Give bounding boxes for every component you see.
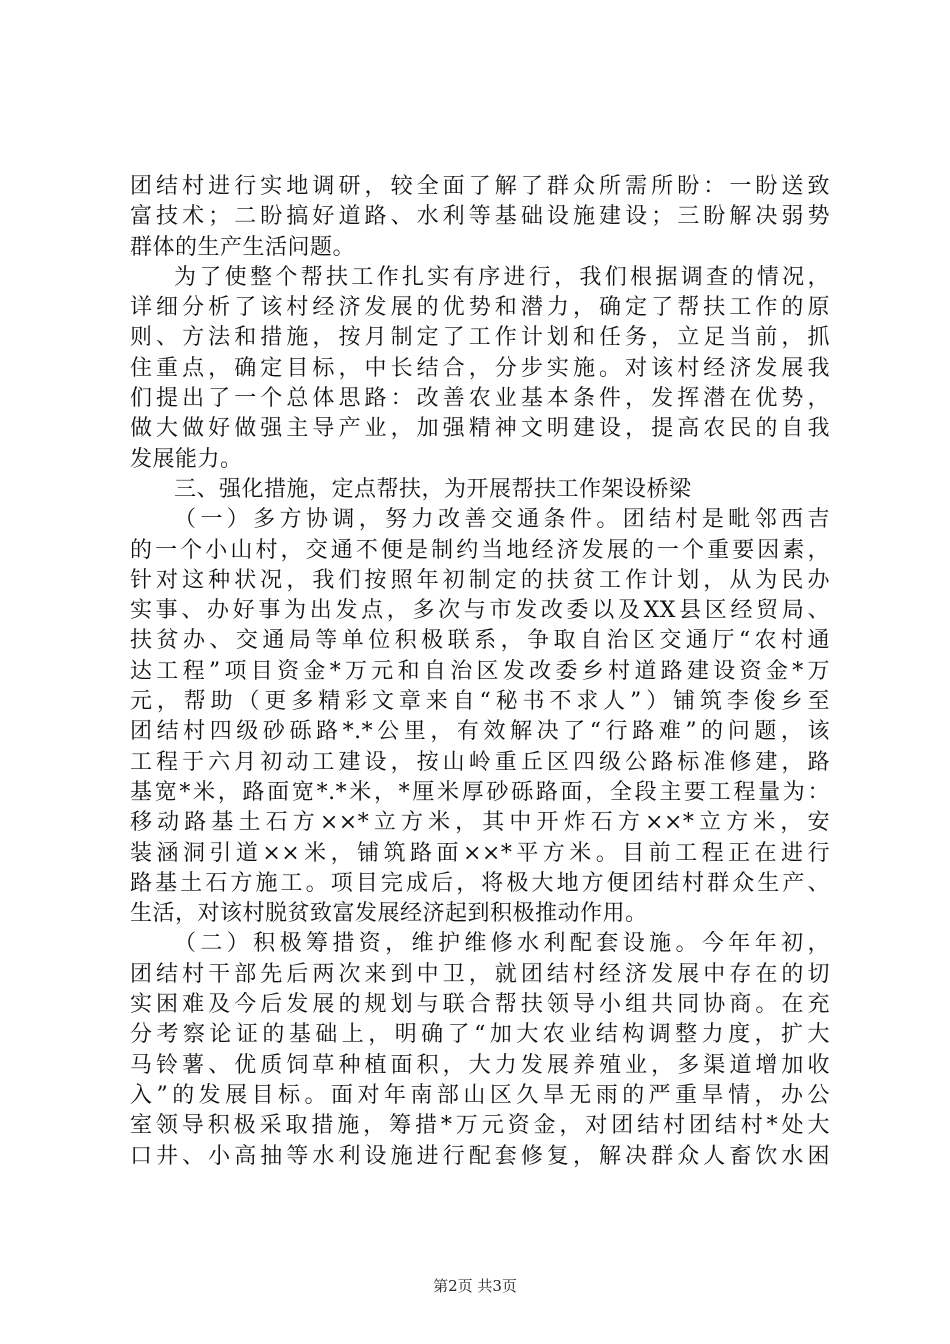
page-footer: 第2页 共3页: [433, 1277, 517, 1295]
text-line: 详细分析了该村经济发展的优势和潜力，确定了帮扶工作的原: [130, 295, 830, 321]
text-line: 生活，对该村脱贫致富发展经济起到积极推动作用。: [130, 901, 648, 927]
text-line: （一）多方协调，努力改善交通条件。团结村是毗邻西吉: [174, 507, 830, 533]
text-line: 针对这种状况，我们按照年初制定的扶贫工作计划，从为民办: [130, 567, 830, 593]
text-line: 实困难及今后发展的规划与联合帮扶领导小组共同协商。在充: [130, 992, 830, 1018]
text-line: 们提出了一个总体思路：改善农业基本条件，发挥潜在优势，: [130, 386, 830, 412]
text-line: 团结村四级砂砾路*.*公里，有效解决了“行路难”的问题，该: [130, 719, 830, 745]
text-line: 路基土石方施工。项目完成后，将极大地方便团结村群众生产、: [130, 870, 830, 896]
document-body: [130, 172, 830, 1172]
text-line: 口井、小高抽等水利设施进行配套修复，解决群众人畜饮水困: [130, 1143, 830, 1169]
text-line: 装涵洞引道××米，铺筑路面××*平方米。目前工程正在进行: [130, 840, 830, 866]
text-line: 达工程”项目资金*万元和自治区发改委乡村道路建设资金*万: [130, 658, 830, 684]
text-line: 富技术；二盼搞好道路、水利等基础设施建设；三盼解决弱势: [130, 204, 830, 230]
text-line: 团结村干部先后两次来到中卫，就团结村经济发展中存在的切: [130, 961, 830, 987]
text-line: 移动路基土石方××*立方米，其中开炸石方××*立方米，安: [130, 810, 830, 836]
text-line: （二）积极筹措资，维护维修水利配套设施。今年年初，: [174, 931, 830, 957]
text-line: 的一个小山村，交通不便是制约当地经济发展的一个重要因素，: [130, 537, 830, 563]
text-line: 室领导积极采取措施，筹措*万元资金，对团结村团结村*处大: [130, 1113, 830, 1139]
text-line: 入”的发展目标。面对年南部山区久旱无雨的严重旱情，办公: [130, 1082, 830, 1108]
text-line: 元，帮助（更多精彩文章来自“秘书不求人”）铺筑李俊乡至: [130, 689, 830, 715]
text-line: 发展能力。: [130, 446, 243, 472]
text-line: 则、方法和措施，按月制定了工作计划和任务，立足当前，抓: [130, 325, 830, 351]
text-line: 群体的生产生活问题。: [130, 234, 356, 260]
text-line: 扶贫办、交通局等单位积极联系，争取自治区交通厅“农村通: [130, 628, 830, 654]
text-line: 为了使整个帮扶工作扎实有序进行，我们根据调查的情况，: [174, 264, 830, 290]
text-line: 基宽*米，路面宽*.*米，*厘米厚砂砾路面，全段主要工程量为：: [130, 779, 830, 805]
text-line: 分考察论证的基础上，明确了“加大农业结构调整力度，扩大: [130, 1022, 830, 1048]
text-line: 团结村进行实地调研，较全面了解了群众所需所盼：一盼送致: [130, 174, 830, 199]
text-line: 做大做好做强主导产业，加强精神文明建设，提高农民的自我: [130, 416, 830, 442]
text-line: 住重点，确定目标，中长结合，分步实施。对该村经济发展我: [130, 355, 830, 381]
text-line: 马铃薯、优质饲草种植面积，大力发展养殖业，多渠道增加收: [130, 1052, 830, 1078]
text-line: 工程于六月初动工建设，按山岭重丘区四级公路标准修建，路: [130, 749, 830, 775]
text-line: 三、强化措施，定点帮扶，为开展帮扶工作架设桥梁: [174, 476, 692, 502]
text-line: 实事、办好事为出发点，多次与市发改委以及XX县区经贸局、: [130, 598, 830, 624]
